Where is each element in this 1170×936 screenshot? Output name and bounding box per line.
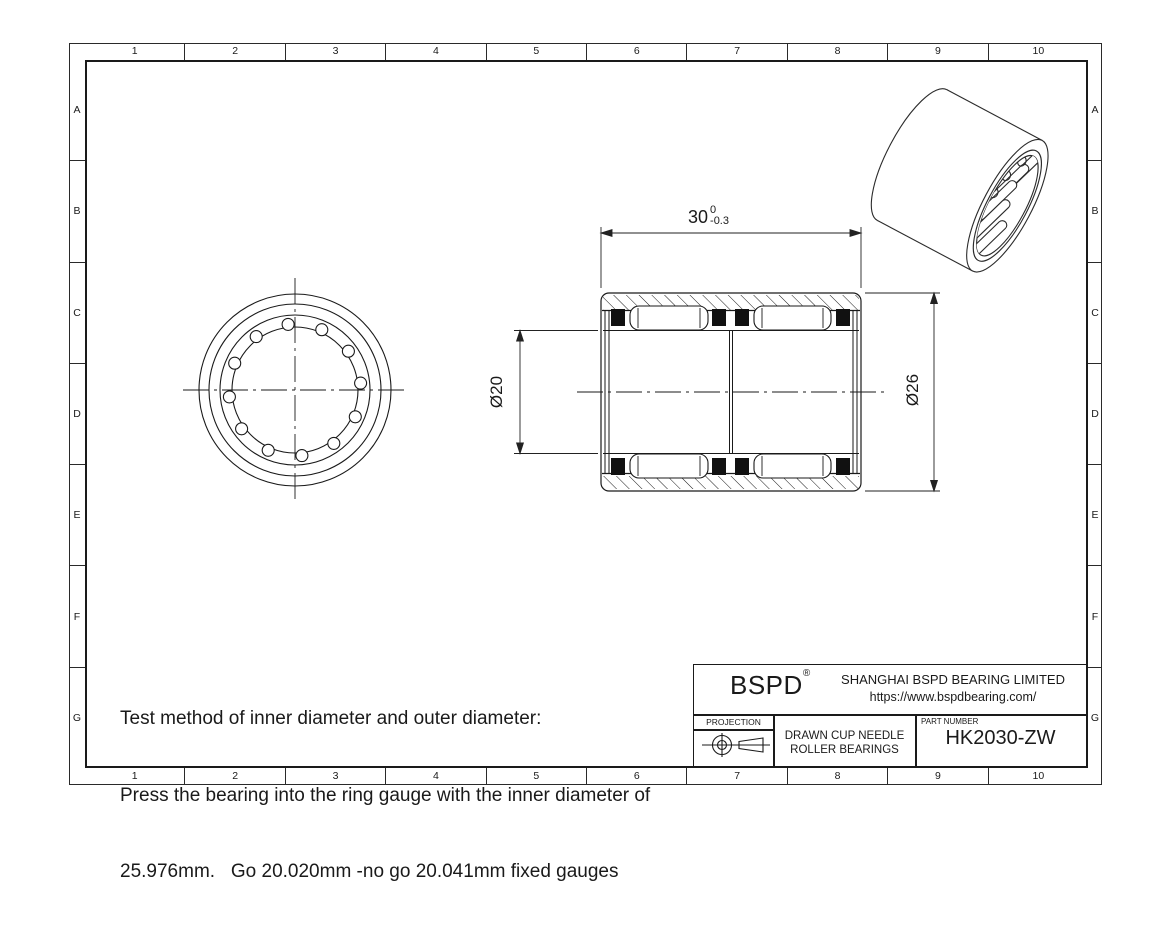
grid-row-label: D bbox=[69, 363, 85, 464]
note-line: Press the bearing into the ring gauge with the inner diameter of bbox=[120, 784, 651, 806]
grid-col-label: 4 bbox=[385, 43, 485, 60]
grid-row-label: C bbox=[1088, 262, 1102, 363]
title-block-divider bbox=[694, 729, 773, 731]
note-line: Test method of inner diameter and outer diameter: bbox=[120, 708, 542, 729]
grid-row-label: F bbox=[69, 565, 85, 666]
grid-rows-left bbox=[69, 60, 85, 768]
dimension-width-value: 30 bbox=[688, 207, 709, 227]
grid-col-label: 7 bbox=[686, 768, 786, 785]
grid-row-label: B bbox=[1088, 160, 1102, 261]
product-type-line: ROLLER BEARINGS bbox=[790, 744, 899, 756]
grid-col-label: 7 bbox=[686, 43, 786, 60]
grid-col-label: 10 bbox=[988, 768, 1088, 785]
brand-text: BSPD bbox=[730, 670, 803, 700]
company-website: https://www.bspdbearing.com/ bbox=[869, 690, 1037, 704]
grid-col-label: 9 bbox=[887, 43, 987, 60]
grid-row-label: E bbox=[1088, 464, 1102, 565]
part-number-label: PART NUMBER bbox=[921, 717, 979, 726]
grid-col-label: 2 bbox=[184, 768, 284, 785]
grid-row-label: G bbox=[1088, 667, 1102, 768]
grid-columns-top bbox=[85, 43, 1088, 60]
grid-col-label: 4 bbox=[385, 768, 485, 785]
grid-row-label: F bbox=[1088, 565, 1102, 666]
dimension-width-tol-lower: -0.3 bbox=[710, 215, 729, 227]
grid-col-label: 1 bbox=[131, 770, 138, 783]
dimension-outer-diameter: Ø26 bbox=[903, 373, 922, 407]
grid-col-label: 9 bbox=[887, 768, 987, 785]
grid-row-label: G bbox=[69, 667, 85, 768]
grid-col-label: 2 bbox=[184, 43, 284, 60]
grid-col-label: 6 bbox=[586, 768, 686, 785]
company-name: SHANGHAI BSPD BEARING LIMITED bbox=[841, 672, 1065, 687]
title-block bbox=[693, 664, 1088, 768]
grid-row-label: A bbox=[1091, 104, 1099, 117]
dimension-width-tol-upper: 0 bbox=[710, 204, 717, 216]
grid-row-label: A bbox=[73, 104, 81, 117]
brand-logo bbox=[730, 668, 811, 701]
title-block-divider bbox=[694, 714, 1086, 716]
registered-mark: ® bbox=[802, 668, 811, 679]
grid-col-label: 3 bbox=[285, 768, 385, 785]
grid-rows-right bbox=[1088, 60, 1102, 768]
grid-row-label: E bbox=[69, 464, 85, 565]
product-type-line: DRAWN CUP NEEDLE bbox=[784, 730, 905, 742]
grid-col-label: 1 bbox=[131, 45, 138, 58]
test-method-notes bbox=[120, 655, 650, 936]
grid-col-label: 6 bbox=[586, 43, 686, 60]
grid-col-label: 5 bbox=[486, 768, 586, 785]
part-number: HK2030-ZW bbox=[945, 727, 1056, 749]
projection-label: PROJECTION bbox=[706, 717, 761, 727]
grid-col-label: 8 bbox=[787, 43, 887, 60]
note-line: 25.976mm. Go 20.020mm -no go 20.041mm fixed gauges bbox=[120, 861, 619, 882]
grid-col-label: 8 bbox=[787, 768, 887, 785]
dimension-bore-diameter: Ø20 bbox=[487, 375, 506, 409]
grid-col-label: 5 bbox=[486, 43, 586, 60]
dimension-width bbox=[688, 204, 729, 228]
product-type bbox=[775, 720, 914, 766]
grid-row-label: B bbox=[69, 160, 85, 261]
grid-col-label: 3 bbox=[285, 43, 385, 60]
grid-row-label: D bbox=[1088, 363, 1102, 464]
grid-col-label: 10 bbox=[988, 43, 1088, 60]
grid-row-label: C bbox=[69, 262, 85, 363]
